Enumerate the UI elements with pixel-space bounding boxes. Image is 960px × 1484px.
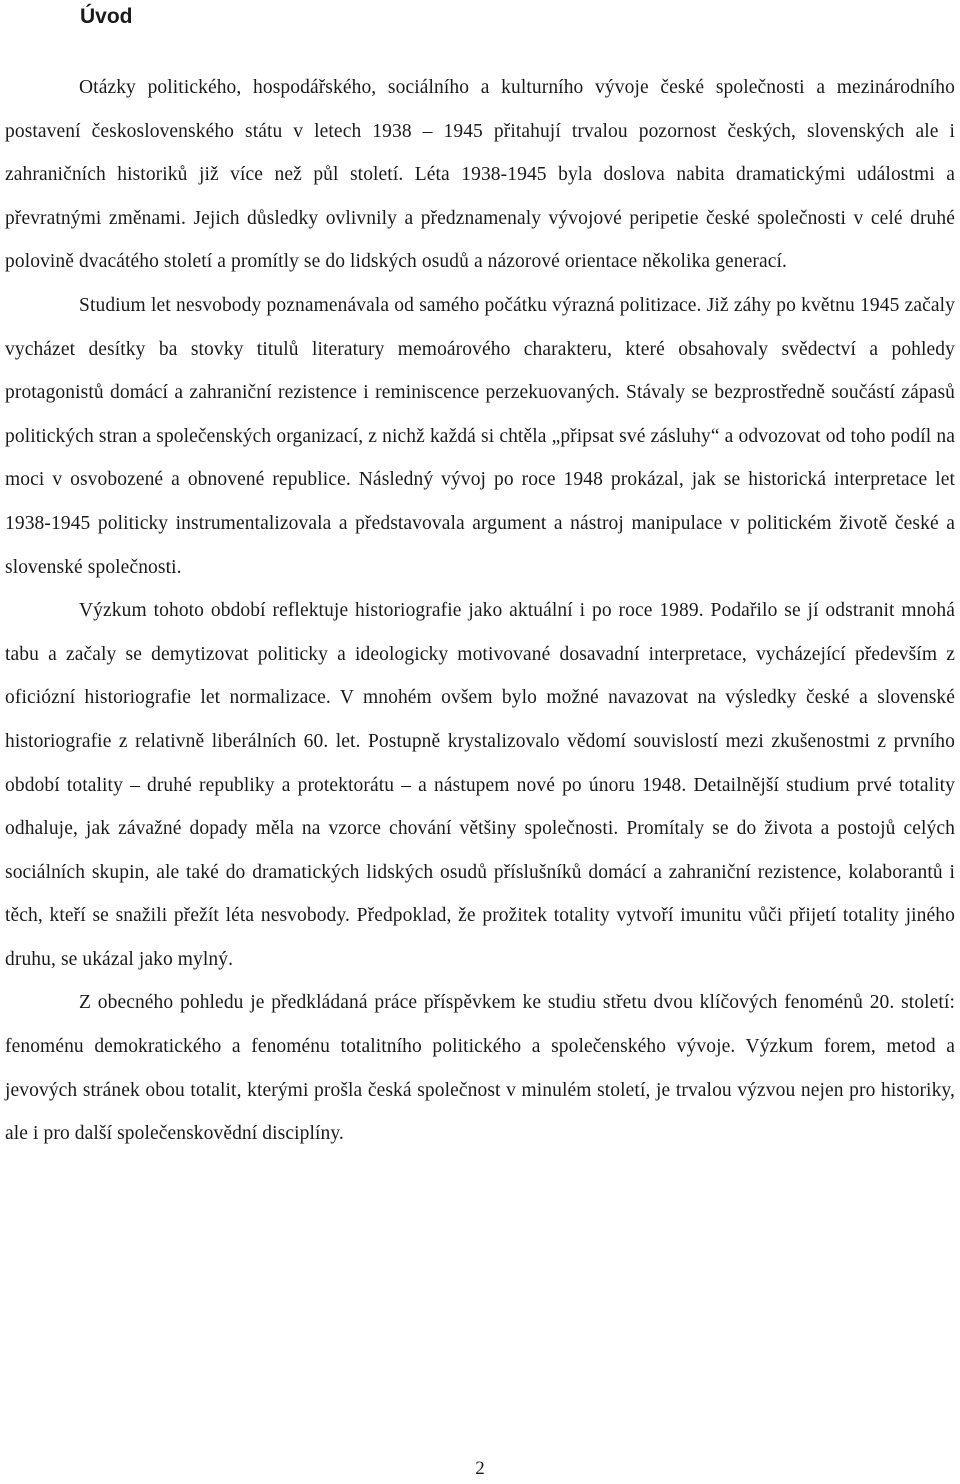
paragraph: Studium let nesvobody poznamenávala od samého počátku výrazná politizace. Již záhy po květnu 1945 začaly vycházet desítky ba stovky titulů literatury memoárového charakteru, které obsahovaly svědectví a pohledy protagonistů domácí a zahraniční rezistence i reminiscence perzekuovaných. Stávaly se bezprostředně součástí zápasů politických stran a společenských organizací, z nichž každá si chtěla „připsat své zásluhy“ a odvozovat od toho podíl na moci v osvobozené a obnovené republice. Následný vývoj po roce 1948 prokázal, jak se historická interpretace let 1938-1945 politicky instrumentalizovala a představovala argument a nástroj manipulace v politickém životě české a slovenské společnosti. [5, 294, 955, 578]
section-heading: Úvod [80, 5, 133, 28]
paragraph: Z obecného pohledu je předkládaná práce příspěvkem ke studiu střetu dvou klíčových fenoménů 20. století: fenoménu demokratického a fenoménu totalitního politického a společenského vývoje. Výzkum forem, metod a jevových stránek obou totalit, kterými prošla česká společnost v minulém století, je trvalou výzvou nejen pro historiky, ale i pro další společenskovědní disciplíny. [5, 992, 955, 1145]
page-number: 2 [475, 1458, 485, 1479]
document-body [5, 66, 955, 1156]
paragraph: Výzkum tohoto období reflektuje historiografie jako aktuální i po roce 1989. Podařilo se jí odstranit mnohá tabu a začaly se demytizovat politicky a ideologicky motivované dosavadní interpretace, vycházející především z oficiózní historiografie let normalizace. V mnohém ovšem bylo možné navazovat na výsledky české a slovenské historiografie z relativně liberálních 60. let. Postupně krystalizovalo vědomí souvislostí mezi zkušenostmi z prvního období totality – druhé republiky a protektorátu – a nástupem nové po únoru 1948. Detailnější studium prvé totality odhaluje, jak závažné dopady měla na vzorce chování většiny společnosti. Promítaly se do života a postojů celých sociálních skupin, ale také do dramatických lidských osudů příslušníků domácí a zahraniční rezistence, kolaborantů i těch, kteří se snažili přežít léta nesvobody. Předpoklad, že prožitek totality vytvoří imunitu vůči přijetí totality jiného druhu, se ukázal jako mylný. [5, 600, 955, 970]
paragraph: Otázky politického, hospodářského, sociálního a kulturního vývoje české společnosti a mezinárodního postavení československého státu v letech 1938 – 1945 přitahují trvalou pozornost českých, slovenských ale i zahraničních historiků již více než půl století. Léta 1938-1945 byla doslova nabita dramatickými událostmi a převratnými změnami. Jejich důsledky ovlivnily a předznamenaly vývojové peripetie české společnosti v celé druhé polovině dvacátého století a promítly se do lidských osudů a názorové orientace několika generací. [5, 77, 955, 273]
